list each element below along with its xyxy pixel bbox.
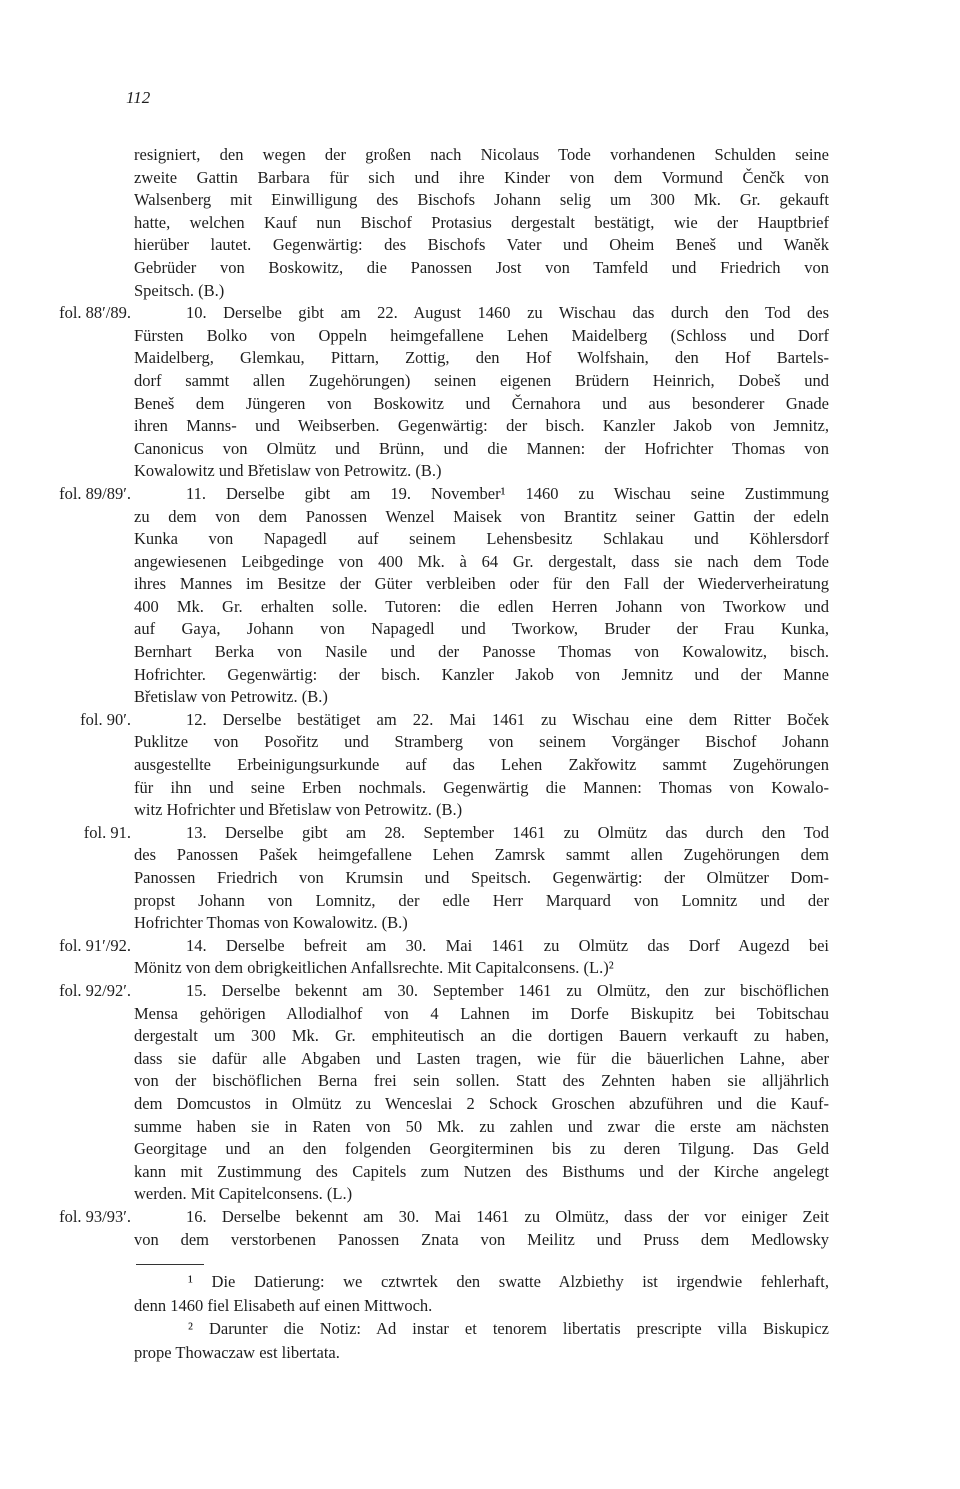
text-line <box>134 370 829 393</box>
margin-note: fol. 93/93′. <box>59 1206 131 1226</box>
line-text: Walsenberg mit Einwilligung des Bischofs Johann selig um 300 Mk. Gr. gekauft <box>134 190 829 210</box>
line-text: Gebrüder von Boskowitz, die Panossen Jost von Tamfeld und Friedrich von <box>134 257 829 277</box>
line-text: hierüber lautet. Gegenwärtig: des Bischofs Vater und Oheim Beneš und Waněk <box>134 235 829 255</box>
text-line <box>134 1070 829 1093</box>
text-line <box>134 1229 829 1252</box>
text-line <box>134 777 829 800</box>
line-text: resigniert, den wegen der großen nach Nicolaus Tode vorhandenen Schulden seine <box>134 145 829 164</box>
footnote-line: ¹ Die Datierung: we cztwrtek den swatte Alzbiethy ist irgendwie fehlerhaft, <box>188 1272 829 1291</box>
line-text: Hofrichter. Gegenwärtig: der bisch. Kanzler Jakob von Jemnitz und der Manne <box>134 664 829 684</box>
text-line <box>134 1093 829 1116</box>
text-line <box>83 822 829 845</box>
text-line <box>59 980 829 1003</box>
footnote-line: denn 1460 fiel Elisabeth auf einen Mittwoch. <box>134 1295 433 1315</box>
margin-note: fol. 91. <box>83 822 131 842</box>
line-text: von der bischöflichen Berna frei sein sollen. Statt des Zehnten haben sie alljährlich <box>134 1071 829 1091</box>
line-text: Panossen Friedrich von Krumsin und Speitsch. Gegenwärtig: der Olmützer Dom- <box>134 868 829 887</box>
line-text: Georgitage und an den folgenden Georgiterminen bis zu deren Tilgung. Das Geld <box>134 1139 829 1159</box>
text-line <box>134 1183 829 1206</box>
text-line <box>134 1048 829 1071</box>
line-text: Fürsten Bolko von Oppeln heimgefallene Lehen Maidelberg (Schloss und Dorf <box>134 325 829 345</box>
line-text: ihres Mannes im Besitze der Güter verbleiben oder für den Fall der Wiederverheiratung <box>134 574 829 594</box>
line-text: dorf sammt allen Zugehörungen) seinen eigenen Brüdern Heinrich, Dobeš und <box>134 370 829 390</box>
text-line <box>134 415 829 438</box>
line-text: Mensa gehörigen Allodialhof von 4 Lahnen im Dorfe Biskupitz bei Tobitschau <box>134 1003 829 1023</box>
page-number: 112 <box>126 88 151 107</box>
text-line <box>134 754 829 777</box>
text-line <box>134 257 829 280</box>
margin-note: fol. 91′/92. <box>59 935 131 955</box>
text-line <box>134 212 829 235</box>
line-text: kann mit Zustimmung des Capitels zum Nutzen des Bisthums und der Kirche angelegt <box>134 1161 829 1181</box>
text-line <box>134 1003 829 1026</box>
margin-note: fol. 89/89′. <box>59 483 131 503</box>
text-line <box>134 438 829 461</box>
text-line <box>134 844 829 867</box>
text-line <box>134 1116 829 1139</box>
line-text: 10. Derselbe gibt am 22. August 1460 zu Wischau das durch den Tod des <box>186 303 829 323</box>
line-text: Bernhart Berka von Nasile und der Panosse Thomas von Kowalowitz, bisch. <box>134 642 829 662</box>
text-line <box>134 596 829 619</box>
text-line <box>134 280 829 303</box>
text-line <box>134 641 829 664</box>
text-line <box>59 1206 829 1229</box>
text-line <box>134 912 829 935</box>
line-text: dergestalt um 300 Mk. Gr. emphiteutisch an die dortigen Bauern verkauft zu haben, <box>134 1026 829 1046</box>
line-text: witz Hofrichter und Břetislaw von Petrowitz. (B.) <box>134 800 463 820</box>
line-text: summe haben sie in Raten von 50 Mk. zu zahlen und zwar die erste am nächsten <box>134 1116 829 1136</box>
text-line <box>134 957 829 980</box>
line-text: Beneš dem Jüngeren von Boskowitz und Černahora und aus besonderer Gnade <box>134 393 829 413</box>
text-line <box>134 1025 829 1048</box>
line-text: 400 Mk. Gr. erhalten solle. Tutoren: die edlen Herren Johann von Tworkow und <box>134 596 829 616</box>
text-line <box>134 890 829 913</box>
text-line <box>134 573 829 596</box>
footnote-line: prope Thowaczaw est libertata. <box>134 1342 340 1362</box>
text-line <box>134 686 829 709</box>
line-text: von dem verstorbenen Panossen Znata von Meilitz und Pruss dem Medlowsky <box>134 1229 829 1249</box>
line-text: 15. Derselbe bekennt am 30. September 1461 zu Olmütz, den zur bischöflichen <box>186 980 829 1000</box>
line-text: 13. Derselbe gibt am 28. September 1461 zu Olmütz das durch den Tod <box>186 822 829 842</box>
text-line <box>134 189 829 212</box>
line-text: Břetislaw von Petrowitz. (B.) <box>134 687 328 707</box>
text-line <box>59 483 829 506</box>
text-line <box>134 506 829 529</box>
text-line <box>134 144 829 167</box>
line-text: propst Johann von Lomnitz, der edle Herr Marquard von Lomnitz und der <box>134 890 829 910</box>
line-text: 12. Derselbe bestätiget am 22. Mai 1461 zu Wischau eine dem Ritter Boček <box>186 709 829 729</box>
line-text: Maidelberg, Glemkau, Pittarn, Zottig, den Hof Wolfshain, den Hof Bartels- <box>134 348 829 368</box>
line-text: Mönitz von dem obrigkeitlichen Anfallsrechte. Mit Capitalconsens. (L.)² <box>134 958 614 978</box>
text-line <box>134 1138 829 1161</box>
margin-note: fol. 90′. <box>80 709 131 729</box>
text-line <box>134 867 829 890</box>
margin-note: fol. 92/92′. <box>59 980 131 1000</box>
line-text: 11. Derselbe gibt am 19. November¹ 1460 zu Wischau seine Zustimmung <box>186 483 829 503</box>
line-text: werden. Mit Capitelconsens. (L.) <box>134 1184 353 1204</box>
line-text: des Panossen Pašek heimgefallene Lehen Zamrsk sammt allen Zugehörungen dem <box>134 845 829 865</box>
line-text: 16. Derselbe bekennt am 30. Mai 1461 zu Olmütz, dass der vor einiger Zeit <box>186 1206 829 1226</box>
text-line <box>134 234 829 257</box>
line-text: für ihn und seine Erben nochmals. Gegenwärtig die Mannen: Thomas von Kowalo- <box>134 777 829 797</box>
text-line <box>134 393 829 416</box>
text-line <box>134 167 829 190</box>
line-text: Canonicus von Olmütz und Brünn, und die Mannen: der Hofrichter Thomas von <box>134 438 829 458</box>
text-line <box>134 528 829 551</box>
margin-note: fol. 88′/89. <box>59 303 131 323</box>
line-text: Speitsch. (B.) <box>134 280 225 300</box>
text-line <box>134 799 829 822</box>
footnote-divider <box>136 1264 204 1265</box>
text-line <box>59 935 829 958</box>
text-line <box>134 347 829 370</box>
line-text: Kunka von Napagedl auf seinem Lehensbesitz Schlakau und Köhlersdorf <box>134 529 829 549</box>
line-text: angewiesenen Leibgedinge von 400 Mk. à 64 Gr. dergestalt, dass sie nach dem Tode <box>134 551 829 571</box>
body-text <box>59 144 829 1251</box>
text-line <box>134 1161 829 1184</box>
text-line <box>134 325 829 348</box>
footnote-line: ² Darunter die Notiz: Ad instar et tenorem libertatis prescripte villa Biskupicz <box>188 1319 829 1338</box>
text-line <box>134 618 829 641</box>
line-text: zu dem von dem Panossen Wenzel Maisek von Brantitz seiner Gattin der edeln <box>134 506 829 526</box>
line-text: Kowalowitz und Břetislaw von Petrowitz. (B.) <box>134 461 442 481</box>
text-line <box>134 731 829 754</box>
text-line <box>59 302 829 325</box>
line-text: hatte, welchen Kauf nun Bischof Protasius dergestalt bestätigt, wie der Hauptbrief <box>134 212 829 232</box>
text-line <box>134 551 829 574</box>
footnotes <box>134 1270 829 1364</box>
line-text: ausgestellte Erbeinigungsurkunde auf das Lehen Zakřowitz sammt Zugehörungen <box>134 755 829 775</box>
line-text: auf Gaya, Johann von Napagedl und Tworkow, Bruder der Frau Kunka, <box>134 619 829 639</box>
line-text: 14. Derselbe befreit am 30. Mai 1461 zu Olmütz das Dorf Augezd bei <box>186 935 829 955</box>
line-text: ihren Manns- und Weibserben. Gegenwärtig: der bisch. Kanzler Jakob von Jemnitz, <box>134 416 829 436</box>
text-line <box>134 460 829 483</box>
line-text: Puklitze von Posořitz und Stramberg von seinem Vorgänger Bischof Johann <box>134 732 829 752</box>
line-text: dem Domcustos in Olmütz zu Wenceslai 2 Schock Groschen abzuführen und die Kauf- <box>134 1093 829 1113</box>
text-line <box>80 709 829 732</box>
line-text: zweite Gattin Barbara für sich und ihre Kinder von dem Vormund Čenčk von <box>134 167 829 187</box>
line-text: dass sie dafür alle Abgaben und Lasten tragen, wie für die bäuerlichen Lahne, aber <box>134 1048 829 1068</box>
line-text: Hofrichter Thomas von Kowalowitz. (B.) <box>134 913 408 933</box>
text-line <box>134 664 829 687</box>
